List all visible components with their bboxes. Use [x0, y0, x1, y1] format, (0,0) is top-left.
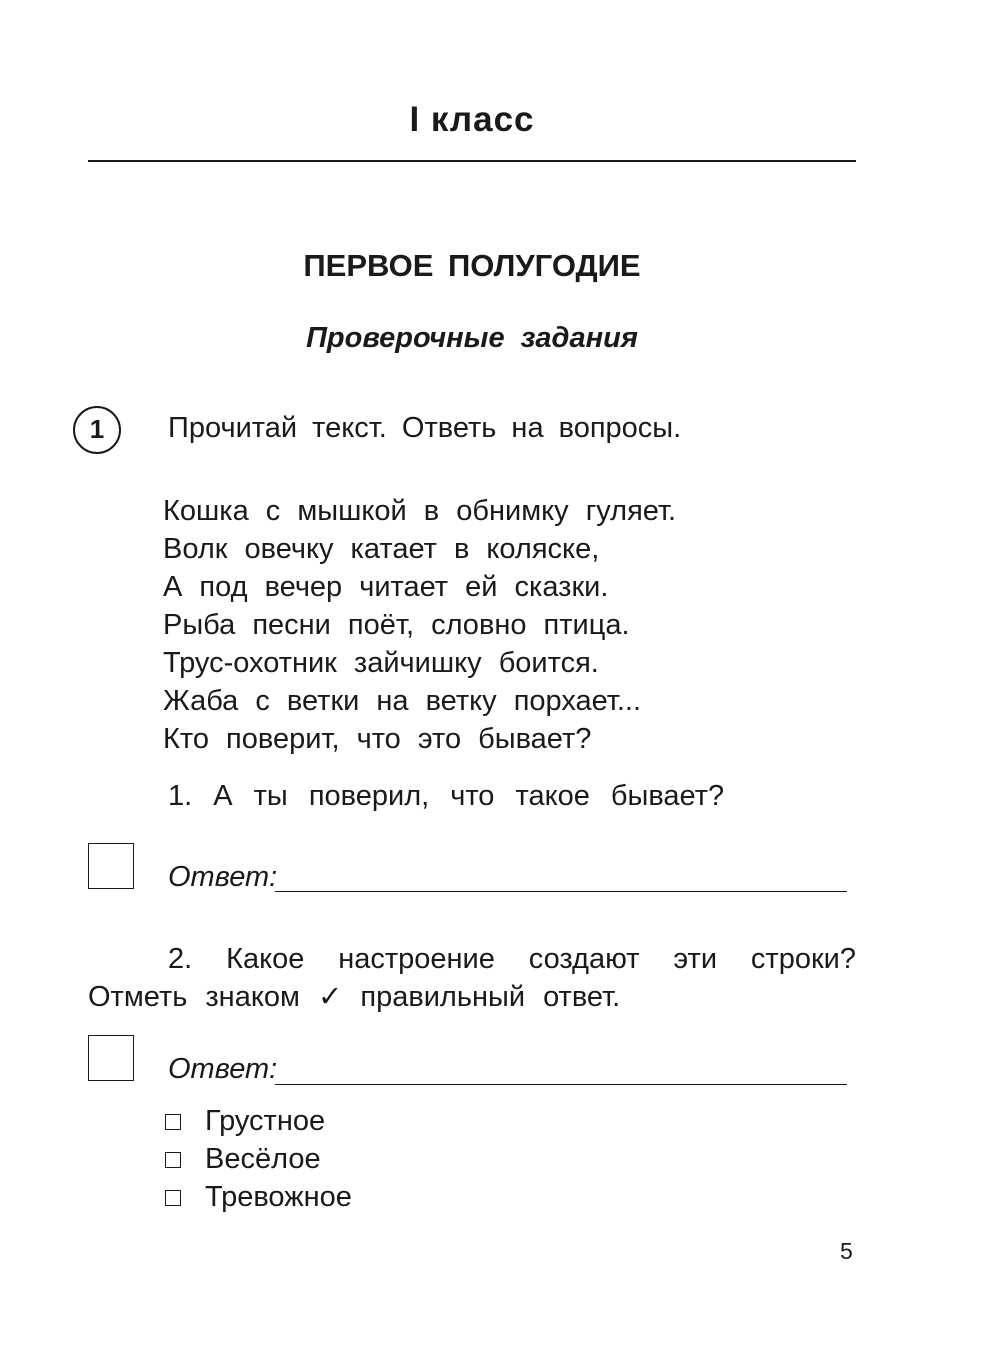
option-anxious[interactable] [165, 1181, 352, 1214]
poem-line: Волк овечку катает в коляске, [163, 533, 600, 565]
question-2 [88, 940, 856, 1016]
task-number-badge: 1 [73, 406, 121, 454]
option-checkbox[interactable] [165, 1114, 181, 1130]
option-checkbox[interactable] [165, 1190, 181, 1206]
poem-line: Трус-охотник зайчишку боится. [163, 647, 599, 679]
option-checkbox[interactable] [165, 1152, 181, 1168]
page-number: 5 [840, 1238, 853, 1264]
question-2-word: Какое [226, 943, 305, 975]
question-1: 1. А ты поверил, что такое бывает? [168, 780, 725, 812]
poem [163, 492, 676, 758]
question-2-line2-start: Отметь знаком [88, 981, 300, 1013]
score-box-2[interactable] [88, 1035, 134, 1081]
task-instruction: Прочитай текст. Ответь на вопросы. [168, 412, 682, 444]
poem-line: Рыба песни поёт, словно птица. [163, 609, 630, 641]
question-2-word: создают [528, 943, 640, 975]
option-sad[interactable] [165, 1105, 325, 1138]
question-2-word: настроение [338, 943, 495, 975]
section-title: ПЕРВОЕ ПОЛУГОДИЕ [303, 248, 641, 283]
title-divider [88, 160, 856, 162]
answer-line-2[interactable] [275, 1084, 847, 1085]
poem-line: Жаба с ветки на ветку порхает... [163, 685, 642, 717]
option-label: Грустное [205, 1105, 326, 1137]
page-title: I класс [409, 100, 535, 139]
answer-label-2: Ответ: [168, 1053, 278, 1085]
option-label: Тревожное [205, 1181, 352, 1213]
poem-line: Кто поверит, что это бывает? [163, 723, 592, 755]
answer-label-1: Ответ: [168, 861, 278, 893]
poem-line: Кошка с мышкой в обнимку гуляет. [163, 495, 677, 527]
question-2-word: 2. [168, 943, 193, 975]
answer-line-1[interactable] [275, 891, 847, 892]
option-cheerful[interactable] [165, 1143, 321, 1176]
section-subtitle: Проверочные задания [306, 322, 638, 354]
option-label: Весёлое [205, 1143, 321, 1175]
poem-line: А под вечер читает ей сказки. [163, 571, 609, 603]
question-2-line2-end: правильный ответ. [360, 981, 621, 1013]
checkmark-icon: ✓ [317, 981, 343, 1013]
question-2-word: строки? [750, 943, 856, 975]
score-box-1[interactable] [88, 843, 134, 889]
question-2-word: эти [673, 943, 718, 975]
